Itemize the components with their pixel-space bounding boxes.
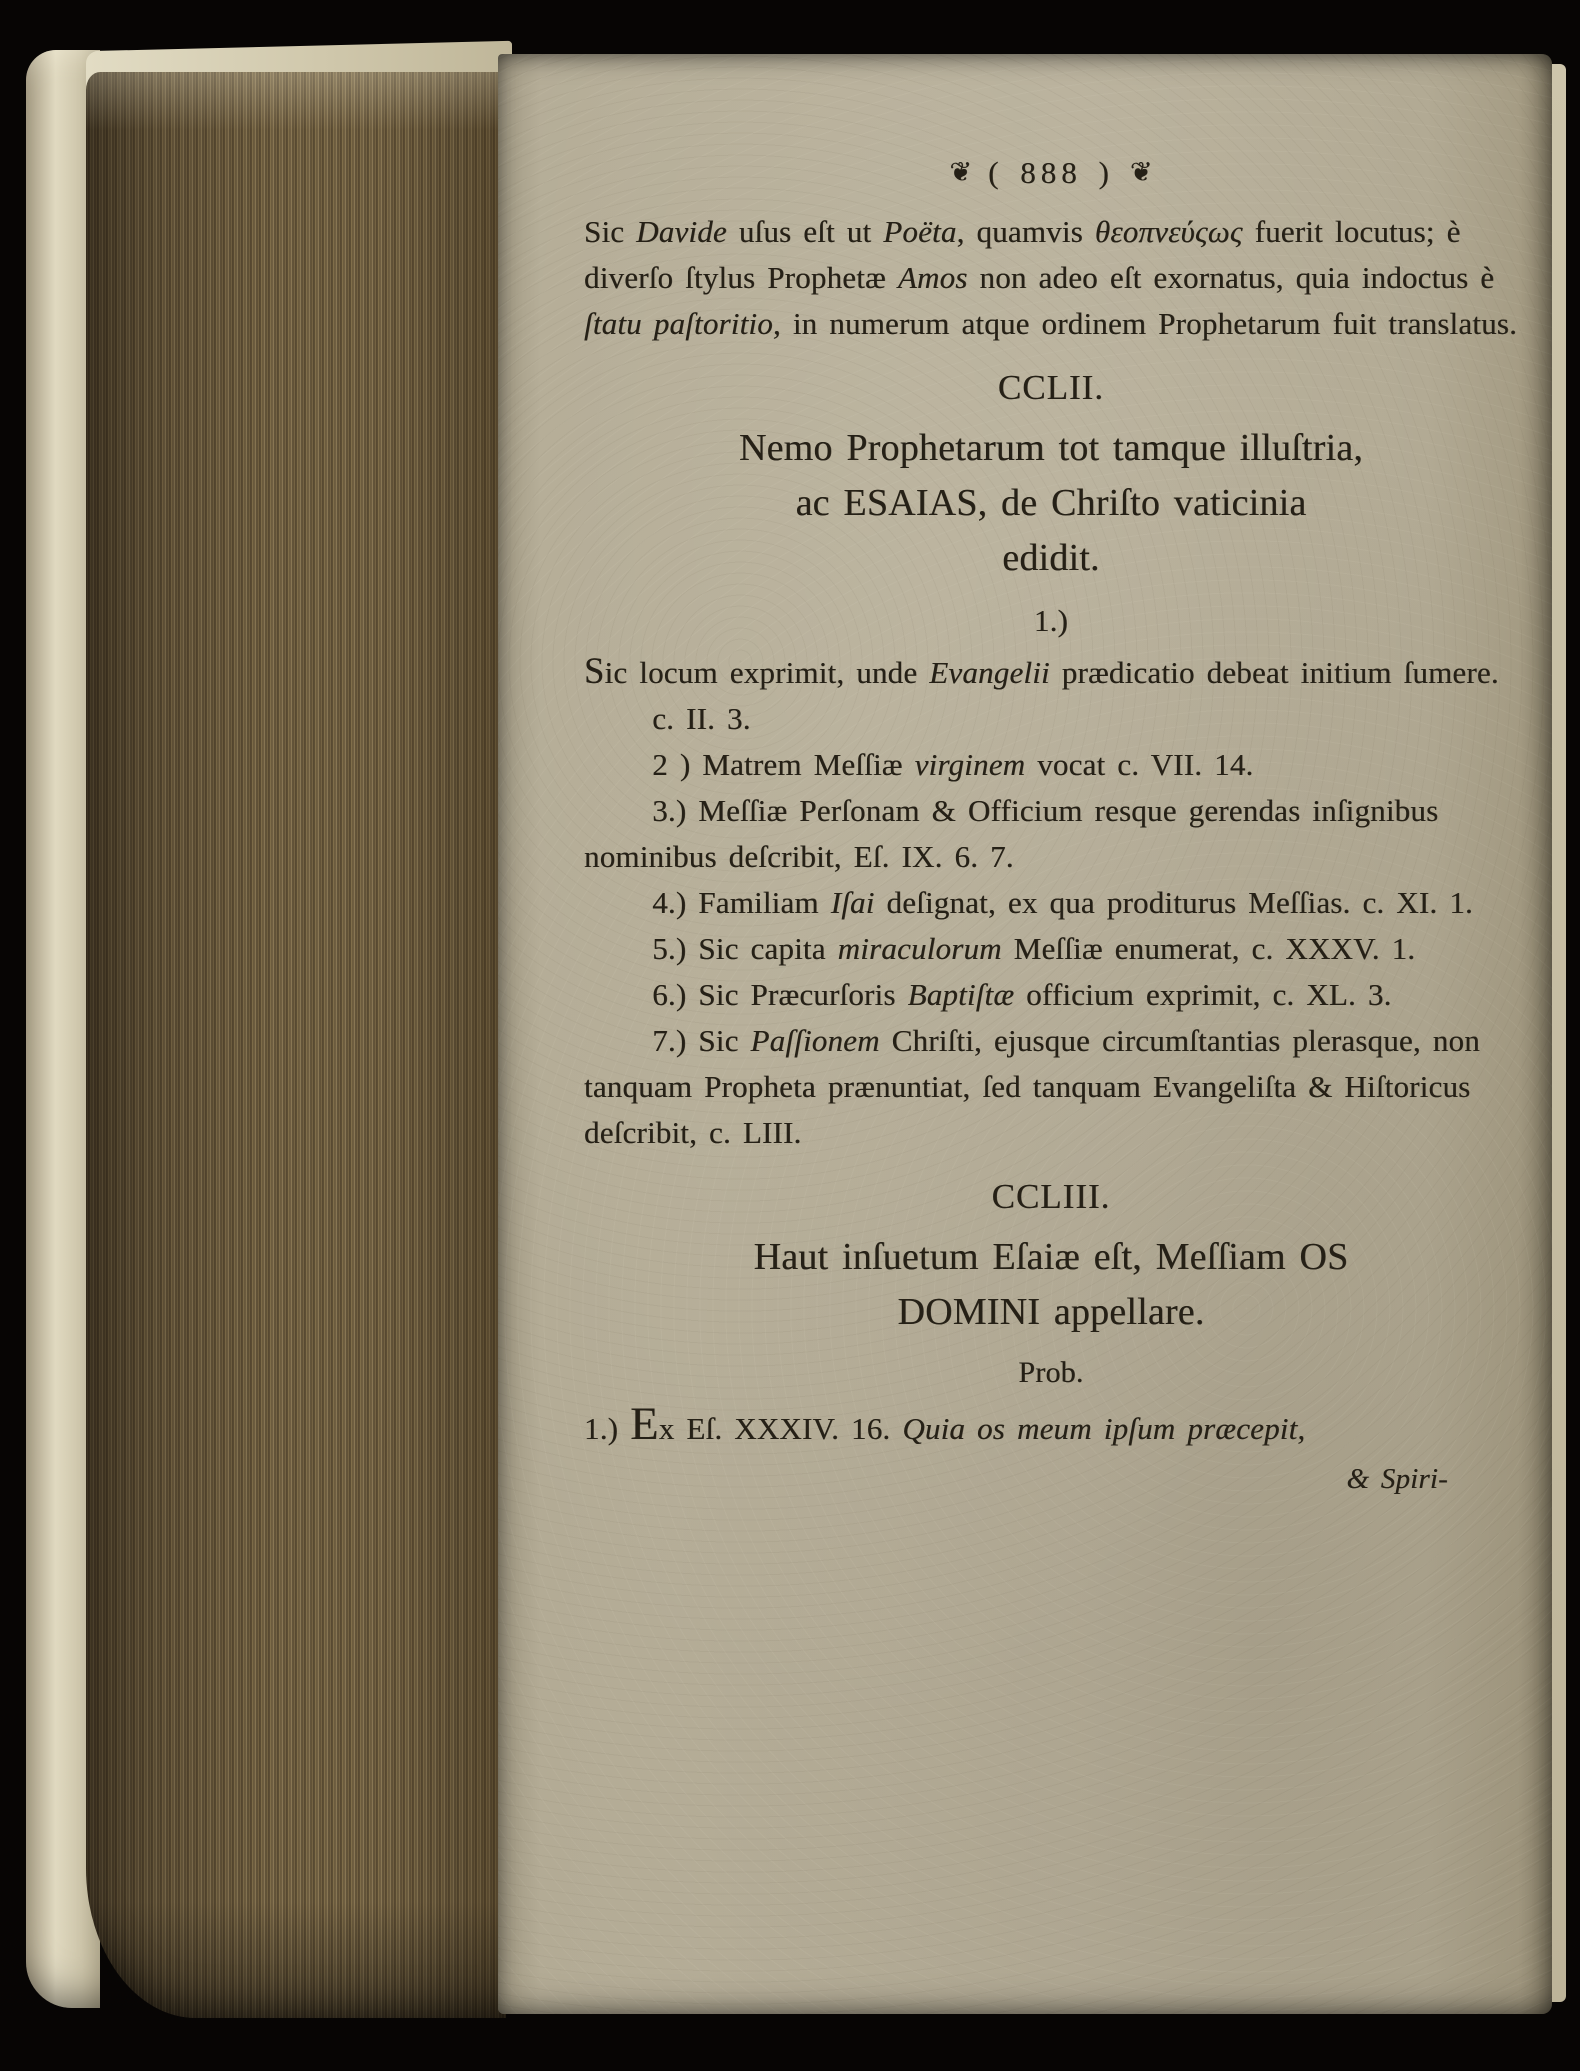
paragraph-prophets-style: Sic Davide uſus eſt ut Poëta, quamvis θεοπνεύςως fuerit locutus; è diverſo ſtylus Prophetæ Amos non adeo eſt exornatus, quia indoctus è ſtatu paſtoritio, in numerum atque ordinem Prophetarum fuit translatus. bbox=[584, 214, 1518, 341]
heading-line: ac ESAIAS, de Chriſto vaticinia bbox=[795, 482, 1307, 524]
proof-line: 1.) Ex Eſ. XXXIV. 16. Quia os meum ipſum præcepit, bbox=[584, 1399, 1306, 1450]
heading-line: DOMINI appellare. bbox=[897, 1291, 1205, 1333]
section-number-cclii: CCLII. bbox=[997, 368, 1105, 407]
prob-label: Prob. bbox=[1018, 1356, 1084, 1389]
list-item-4: 4.) Familiam Iſai deſignat, ex qua proditurus Meſſias. c. XI. 1. bbox=[652, 885, 1473, 920]
list-item-3: 3.) Meſſiæ Perſonam & Officium resque gerendas inſignibus nominibus deſcribit, Eſ. IX. 6. 7. bbox=[584, 793, 1439, 874]
page-text bbox=[584, 150, 1518, 1502]
heading-line: Haut inſuetum Eſaiæ eſt, Meſſiam OS bbox=[753, 1236, 1349, 1278]
fleuron-ornament-left: ❦ bbox=[949, 157, 973, 187]
heading-line: edidit. bbox=[1002, 537, 1100, 579]
list-item-5: 5.) Sic capita miraculorum Meſſiæ enumerat, c. XXXV. 1. bbox=[652, 931, 1416, 966]
next-page-edge bbox=[1552, 64, 1566, 2002]
list-item-2: 2 ) Matrem Meſſiæ virginem vocat c. VII. 14. bbox=[652, 747, 1254, 782]
section-number-ccliii: CCLIII. bbox=[991, 1177, 1111, 1216]
page-header bbox=[584, 150, 1518, 197]
list-item-6: 6.) Sic Præcurſoris Baptiſtæ officium exprimit, c. XL. 3. bbox=[652, 977, 1392, 1012]
fleuron-ornament-right: ❦ bbox=[1129, 157, 1153, 187]
list-item-7: 7.) Sic Paſſionem Chriſti, ejusque circumſtantias plerasque, non tanquam Propheta prænuntiat, ſed tanquam Evangeliſta & Hiſtoricus deſcribit, c. LIII. bbox=[584, 1023, 1480, 1150]
page-stack-fore-edge bbox=[86, 72, 506, 2018]
page-number: ( 888 ) bbox=[988, 155, 1114, 190]
section-heading-ccliii bbox=[584, 1230, 1518, 1340]
book-page bbox=[498, 54, 1552, 2014]
heading-line: Nemo Prophetarum tot tamque illuſtria, bbox=[738, 427, 1364, 469]
item-marker-1: 1.) bbox=[1033, 603, 1069, 638]
list-item-1: Sic locum exprimit, unde Evangelii prædicatio debeat initium ſumere. c. II. 3. bbox=[584, 650, 1499, 736]
catchword: & Spiri- bbox=[1346, 1463, 1448, 1495]
section-heading-cclii bbox=[584, 421, 1518, 586]
